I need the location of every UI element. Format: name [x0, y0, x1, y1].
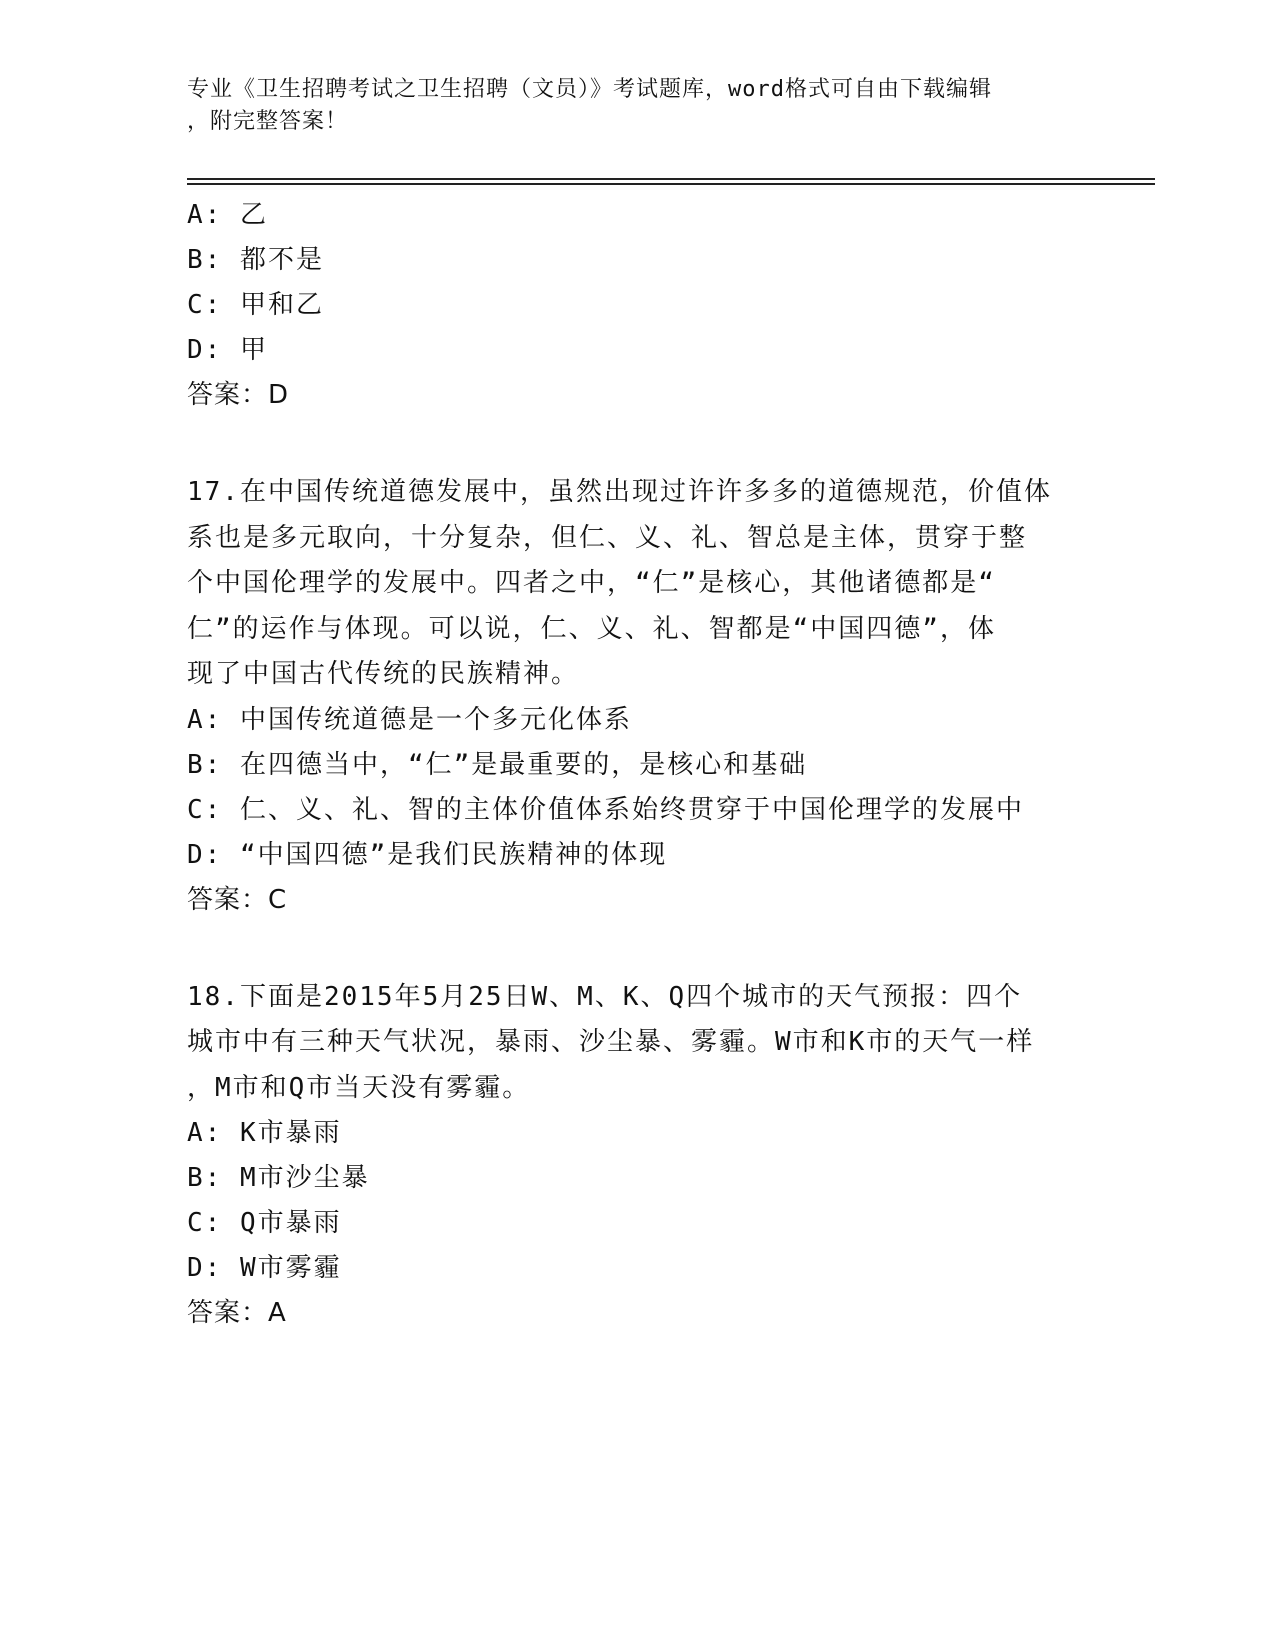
- stem-line: ，M市和Q市当天没有雾霾。: [187, 1072, 531, 1103]
- option-c: C: 仁、义、礼、智的主体价值体系始终贯穿于中国伦理学的发展中: [187, 794, 1024, 825]
- stem-line: 个中国伦理学的发展中。四者之中，“仁”是核心，其他诸德都是“: [187, 568, 996, 598]
- option-a: A: 中国传统道德是一个多元化体系: [187, 704, 632, 735]
- header-line-2: ，附完整答案！: [187, 109, 349, 134]
- header-divider-bottom: [187, 183, 1155, 185]
- header-divider-top: [187, 178, 1155, 180]
- option-d: D: 甲: [187, 335, 268, 365]
- option-d: D: “中国四德”是我们民族精神的体现: [187, 839, 668, 870]
- question-stem: [187, 470, 1077, 698]
- stem-line: 现了中国古代传统的民族精神。: [187, 659, 580, 689]
- document-header: [187, 74, 1087, 138]
- question-17: [187, 470, 1087, 923]
- document-body: [187, 193, 1087, 1336]
- option-c: C: Q市暴雨: [187, 1208, 342, 1238]
- answer-line: 答案：A: [187, 1298, 287, 1328]
- stem-line: 系也是多元取向，十分复杂，但仁、义、礼、智总是主体，贯穿于整: [187, 522, 1028, 553]
- stem-line: 仁”的运作与体现。可以说，仁、义、礼、智都是“中国四德”，体: [187, 613, 996, 644]
- answer-line: 答案：D: [187, 380, 290, 410]
- option-b: B: M市沙尘暴: [187, 1163, 370, 1193]
- question-18: [187, 975, 1087, 1337]
- prev-question-block: [187, 193, 1087, 418]
- option-c: C: 甲和乙: [187, 290, 324, 320]
- header-line-1: 专业《卫生招聘考试之卫生招聘（文员）》考试题库，word格式可自由下载编辑: [187, 77, 992, 102]
- answer-line: 答案：C: [187, 884, 288, 915]
- option-b: B: 都不是: [187, 245, 324, 275]
- option-d: D: W市雾霾: [187, 1253, 342, 1283]
- stem-line: 17.在中国传统道德发展中，虽然出现过许许多多的道德规范，价值体: [187, 477, 1052, 507]
- option-a: A: K市暴雨: [187, 1118, 342, 1148]
- stem-line: 城市中有三种天气状况，暴雨、沙尘暴、雾霾。W市和K市的天气一样: [187, 1027, 1035, 1057]
- question-stem: [187, 975, 1077, 1112]
- option-a: A: 乙: [187, 200, 268, 230]
- stem-line: 18.下面是2015年5月25日W、M、K、Q四个城市的天气预报：四个: [187, 981, 1023, 1012]
- option-b: B: 在四德当中，“仁”是最重要的，是核心和基础: [187, 749, 808, 780]
